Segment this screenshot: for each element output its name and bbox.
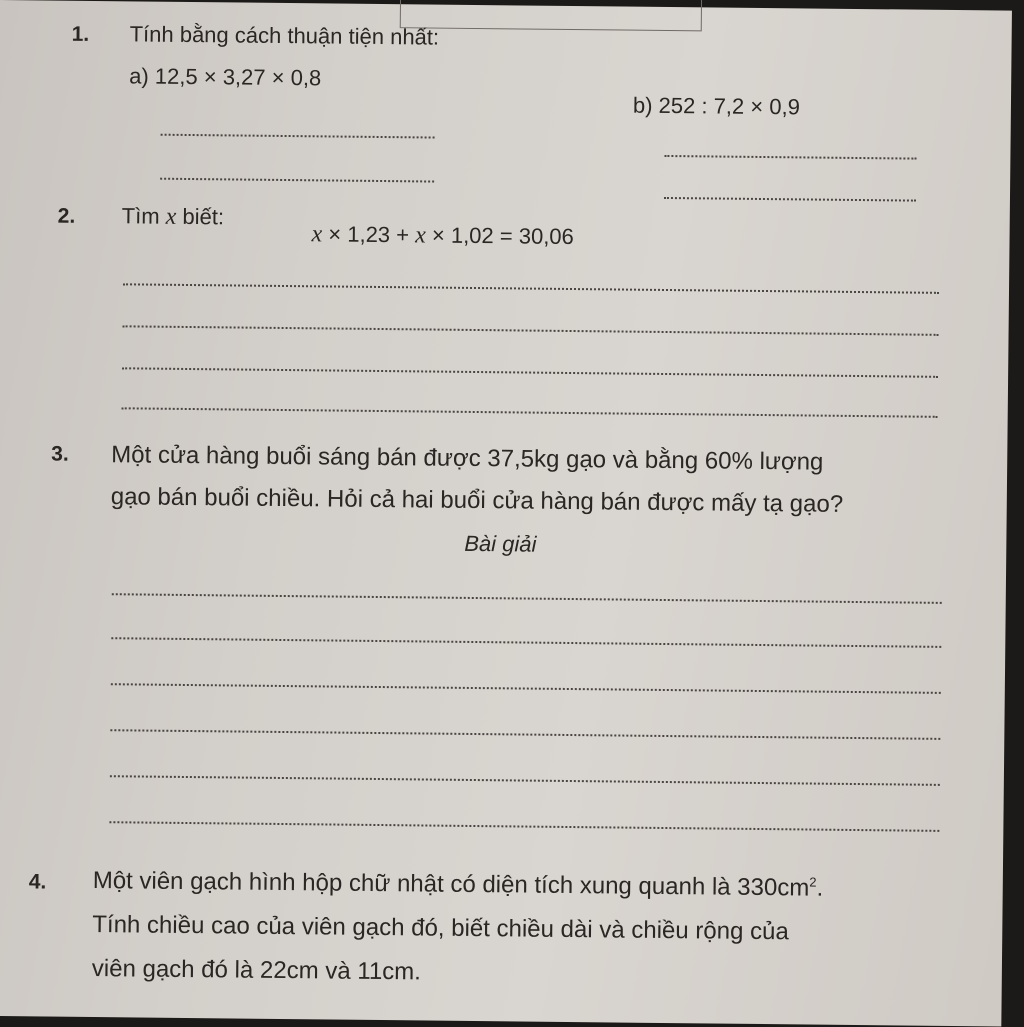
answer-line	[664, 197, 916, 202]
solution-label: Bài giải	[464, 530, 537, 557]
answer-line	[123, 325, 939, 336]
answer-line	[122, 367, 938, 378]
answer-line	[122, 407, 938, 418]
q1-title: Tính bằng cách thuận tiện nhất:	[129, 21, 440, 50]
q1-part-b: b) 252 : 7,2 × 0,9	[632, 92, 801, 120]
answer-line	[664, 155, 916, 160]
answer-line	[123, 283, 939, 294]
header-box	[400, 0, 703, 31]
answer-line	[112, 593, 942, 604]
q2-title: Tìm x biết:	[121, 203, 225, 230]
q3-number: 3.	[51, 442, 69, 466]
answer-line	[110, 775, 940, 786]
q3-line1: Một cửa hàng buổi sáng bán được 37,5kg gạo và bằng 60% lượng	[111, 441, 824, 476]
q4-line2: Tính chiều cao của viên gạch đó, biết chiều dài và chiều rộng của	[92, 911, 789, 946]
answer-line	[111, 637, 941, 648]
answer-line	[160, 178, 434, 183]
q2-equation: x × 1,23 + x × 1,02 = 30,06	[311, 221, 574, 250]
q1-number: 1.	[71, 22, 90, 46]
q4-line3: viên gạch đó là 22cm và 11cm.	[91, 955, 422, 986]
answer-line	[109, 821, 939, 832]
q4-line1: Một viên gạch hình hộp chữ nhật có diện tích xung quanh là $330cm^2$.	[92, 867, 824, 902]
answer-line	[111, 683, 941, 694]
answer-line	[161, 134, 435, 139]
answer-line	[110, 729, 940, 740]
q1-part-a: a) 12,5 × 3,27 × 0,8	[129, 63, 322, 91]
q4-number: 4.	[28, 870, 47, 894]
q3-line2: gạo bán buổi chiều. Hỏi cả hai buổi cửa hàng bán được mấy tạ gạo?	[110, 483, 844, 518]
q2-number: 2.	[57, 204, 76, 228]
